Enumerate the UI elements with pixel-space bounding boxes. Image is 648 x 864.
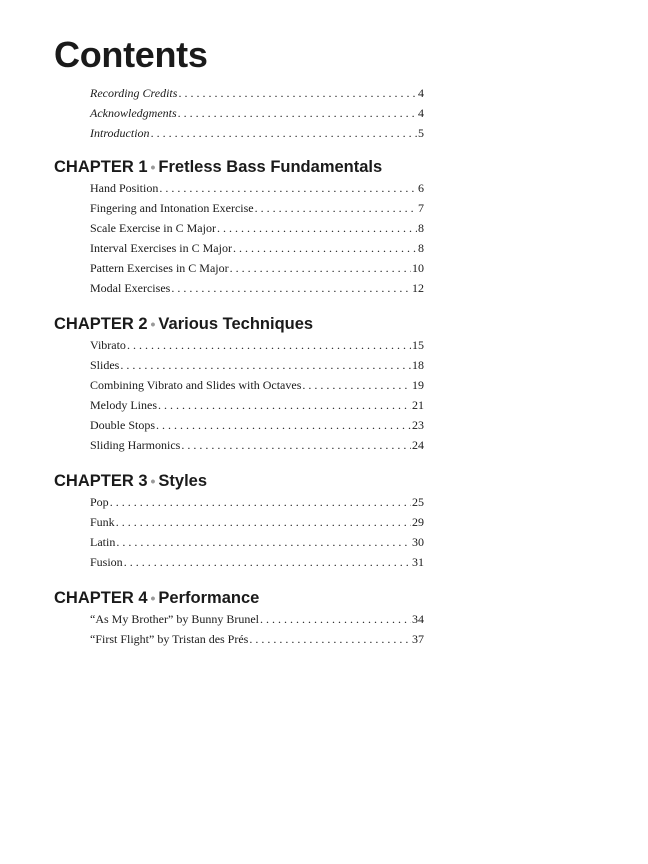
dot-leader (171, 281, 411, 296)
toc-entry[interactable] (90, 241, 424, 257)
dot-leader (124, 555, 411, 570)
chapter-heading[interactable] (54, 589, 259, 608)
bullet-separator: • (150, 159, 156, 175)
toc-entry[interactable] (90, 398, 424, 414)
toc-entry[interactable] (90, 221, 424, 237)
toc-entry[interactable] (90, 358, 424, 374)
toc-entry-page: 4 (418, 86, 424, 100)
toc-entry-page: 30 (412, 535, 424, 549)
toc-entry[interactable] (90, 495, 424, 511)
toc-entry-page: 8 (418, 241, 424, 255)
toc-entry[interactable] (90, 632, 424, 648)
dot-leader (178, 106, 417, 121)
toc-entry-page: 25 (412, 495, 424, 509)
chapter-heading[interactable] (54, 315, 313, 334)
toc-entry-page: 29 (412, 515, 424, 529)
toc-entry-title: Interval Exercises in C Major (90, 241, 232, 255)
bullet-separator: • (150, 590, 156, 606)
toc-entry-page: 24 (412, 438, 424, 452)
toc-entry-page: 7 (418, 201, 424, 215)
chapter-name: Various Techniques (158, 315, 314, 333)
toc-entry-page: 12 (412, 281, 424, 295)
toc-entry[interactable] (90, 338, 424, 354)
chapter-number: CHAPTER 3 (54, 472, 148, 490)
toc-entry-page: 5 (418, 126, 424, 140)
toc-entry-page: 8 (418, 221, 424, 235)
chapter-heading[interactable] (54, 158, 382, 177)
toc-entry[interactable] (90, 515, 424, 531)
page-title: Contents (54, 34, 208, 75)
toc-entry-page: 15 (412, 338, 424, 352)
toc-entry[interactable] (90, 106, 424, 122)
toc-entry-title: Acknowledgments (90, 106, 177, 120)
dot-leader (249, 632, 411, 647)
toc-entry[interactable] (90, 535, 424, 551)
toc-entry-title: Vibrato (90, 338, 126, 352)
dot-leader (233, 241, 417, 256)
toc-entry[interactable] (90, 86, 424, 102)
toc-entry[interactable] (90, 201, 424, 217)
toc-entry-page: 23 (412, 418, 424, 432)
dot-leader (120, 358, 411, 373)
dot-leader (255, 201, 417, 216)
dot-leader (181, 438, 411, 453)
toc-entry-page: 21 (412, 398, 424, 412)
toc-entry-title: Scale Exercise in C Major (90, 221, 216, 235)
dot-leader (158, 398, 411, 413)
toc-entry-title: Double Stops (90, 418, 156, 432)
dot-leader (110, 495, 411, 510)
toc-entry[interactable] (90, 281, 424, 297)
toc-entry-page: 37 (412, 632, 424, 646)
toc-entry-title: “First Flight” by Tristan des Prés (90, 632, 249, 646)
dot-leader (217, 221, 417, 236)
toc-entry-title: Recording Credits (90, 86, 178, 100)
toc-entry-title: Introduction (90, 126, 150, 140)
toc-entry[interactable] (90, 418, 424, 434)
dot-leader (127, 338, 411, 353)
chapter-name: Performance (158, 589, 260, 607)
chapter-name: Styles (158, 472, 208, 490)
dot-leader (178, 86, 417, 101)
toc-entry-page: 6 (418, 181, 424, 195)
toc-entry-title: Modal Exercises (90, 281, 171, 295)
toc-entry-page: 18 (412, 358, 424, 372)
bullet-separator: • (150, 316, 156, 332)
chapter-number: CHAPTER 4 (54, 589, 148, 607)
toc-entry[interactable] (90, 181, 424, 197)
toc-entry-title: Sliding Harmonics (90, 438, 181, 452)
toc-entry-title: “As My Brother” by Bunny Brunel (90, 612, 259, 626)
dot-leader (159, 181, 417, 196)
toc-entry-page: 19 (412, 378, 424, 392)
toc-entry-page: 10 (412, 261, 424, 275)
toc-entry-page: 34 (412, 612, 424, 626)
toc-entry-title: Funk (90, 515, 115, 529)
toc-entry[interactable] (90, 438, 424, 454)
dot-leader (260, 612, 411, 627)
dot-leader (230, 261, 411, 276)
toc-entry-page: 31 (412, 555, 424, 569)
dot-leader (116, 515, 411, 530)
toc-entry-title: Fingering and Intonation Exercise (90, 201, 254, 215)
toc-entry-title: Hand Position (90, 181, 159, 195)
dot-leader (151, 126, 417, 141)
toc-entry-title: Melody Lines (90, 398, 157, 412)
dot-leader (116, 535, 411, 550)
chapter-number: CHAPTER 1 (54, 158, 148, 176)
toc-entry-title: Fusion (90, 555, 123, 569)
toc-entry[interactable] (90, 261, 424, 277)
toc-entry-title: Pop (90, 495, 109, 509)
toc-entry[interactable] (90, 126, 424, 142)
chapter-name: Fretless Bass Fundamentals (158, 158, 383, 176)
chapter-number: CHAPTER 2 (54, 315, 148, 333)
bullet-separator: • (150, 473, 156, 489)
toc-entry-title: Slides (90, 358, 120, 372)
toc-entry[interactable] (90, 378, 424, 394)
toc-entry-title: Latin (90, 535, 116, 549)
toc-entry[interactable] (90, 612, 424, 628)
toc-entry-page: 4 (418, 106, 424, 120)
toc-entry-title: Pattern Exercises in C Major (90, 261, 229, 275)
toc-entry-title: Combining Vibrato and Slides with Octaves (90, 378, 302, 392)
chapter-heading[interactable] (54, 472, 207, 491)
dot-leader (302, 378, 411, 393)
toc-entry[interactable] (90, 555, 424, 571)
dot-leader (156, 418, 411, 433)
